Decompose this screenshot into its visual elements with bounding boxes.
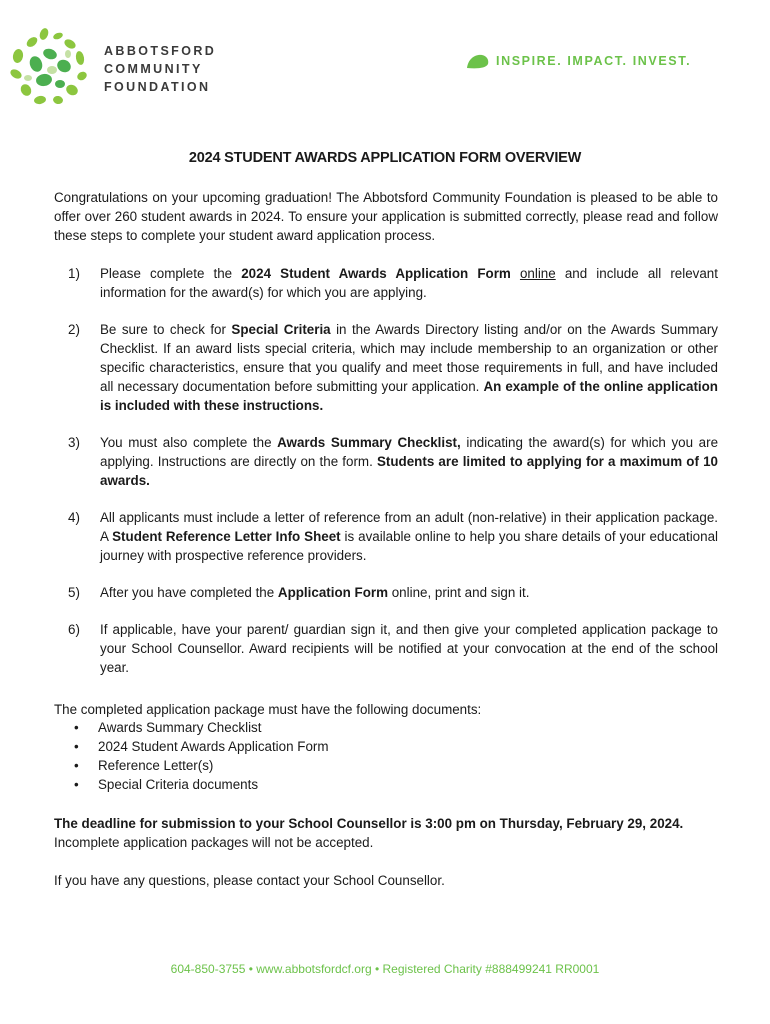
organization-name [104, 42, 216, 96]
step-text: Application Form [277, 585, 389, 600]
package-documents-list [54, 718, 329, 794]
package-document-label: 2024 Student Awards Application Form [98, 739, 329, 754]
step-text: After you have completed the [100, 585, 278, 600]
step-text: Please complete the [100, 266, 242, 281]
step-text: is available online to help you share details of your educational journey with prospective reference providers. [100, 529, 718, 563]
step-text: 2024 Student Awards Application Form [241, 266, 511, 281]
bullet-icon: • [74, 720, 79, 735]
online-link[interactable]: online [519, 266, 556, 281]
incomplete-packages-note: Incomplete application packages will not be accepted. [54, 835, 374, 850]
step-text: and include all relevant information for the award(s) for which you are applying. [100, 266, 718, 300]
package-document-label: Reference Letter(s) [98, 758, 214, 773]
step-text: online, print and sign it. [388, 585, 530, 600]
step-text: Be sure to check for [100, 322, 232, 337]
package-document-item [54, 718, 329, 737]
step-number: 1) [68, 266, 80, 281]
step-text: An example of the online application is included with these instructions. [100, 379, 718, 413]
package-document-item [54, 756, 329, 775]
step-number: 2) [68, 322, 80, 337]
tagline [466, 53, 691, 69]
package-document-item [54, 775, 329, 794]
leaf-icon [466, 53, 490, 69]
package-document-item [54, 737, 329, 756]
step-text [511, 266, 520, 281]
bullet-icon: • [74, 777, 79, 792]
step-text: All applicants must include a letter of reference from an adult (non-relative) in their application package. A [100, 510, 718, 544]
footer-contact: 604-850-3755 • www.abbotsfordcf.org • Registered Charity #888499241 RR0001 [170, 962, 600, 976]
step-number: 4) [68, 510, 80, 525]
package-document-label: Special Criteria documents [98, 777, 259, 792]
step-text: Special Criteria [231, 322, 331, 337]
foundation-logo [10, 28, 90, 108]
step-item [54, 264, 718, 302]
step-text: indicating the award(s) for which you are applying. Instructions are directly on the form. [100, 435, 719, 469]
step-number: 3) [68, 435, 80, 450]
step-text: Awards Summary Checklist, [277, 435, 461, 450]
steps-list [54, 264, 718, 695]
step-item [54, 620, 718, 677]
bullet-icon: • [74, 758, 79, 773]
bullet-icon: • [74, 739, 79, 754]
intro-paragraph: Congratulations on your upcoming graduation! The Abbotsford Community Foundation is pleased to be able to offer over 260 student awards in 2024. To ensure your application is submitted correctly, please read and follow these steps to complete your student award application process. [54, 190, 718, 243]
step-item [54, 320, 718, 415]
org-name-line: ABBOTSFORD [104, 44, 217, 58]
step-item [54, 508, 718, 565]
org-name-line: FOUNDATION [104, 80, 211, 94]
step-text: You must also complete the [100, 435, 278, 450]
step-number: 5) [68, 585, 80, 600]
step-text: Student Reference Letter Info Sheet [112, 529, 341, 544]
deadline-notice [54, 814, 718, 852]
step-text: in the Awards Directory listing and/or on the Awards Summary Checklist. If an award lists special criteria, which may include membership to an organization or other specific characteristics, ensure that you qualify and meet those requirements in full, and have included all necessary documentation before submitting your application. [100, 322, 718, 394]
deadline-statement: The deadline for submission to your School Counsellor is 3:00 pm on Thursday, February 29, 2024. [54, 816, 684, 831]
tagline-text: INSPIRE. IMPACT. INVEST. [496, 54, 692, 68]
org-name-line: COMMUNITY [104, 62, 203, 76]
step-item [54, 583, 718, 602]
step-item [54, 433, 718, 490]
step-text: Students are limited to applying for a maximum of 10 awards. [100, 454, 719, 488]
questions-note: If you have any questions, please contact your School Counsellor. [54, 873, 445, 888]
page-title: 2024 STUDENT AWARDS APPLICATION FORM OVERVIEW [188, 150, 582, 166]
package-heading: The completed application package must have the following documents: [54, 702, 482, 717]
step-number: 6) [68, 622, 80, 637]
step-text: If applicable, have your parent/ guardian sign it, and then give your completed application package to your School Counsellor. Award recipients will be notified at your convocation at the end of the school year. [100, 622, 718, 675]
package-document-label: Awards Summary Checklist [98, 720, 262, 735]
